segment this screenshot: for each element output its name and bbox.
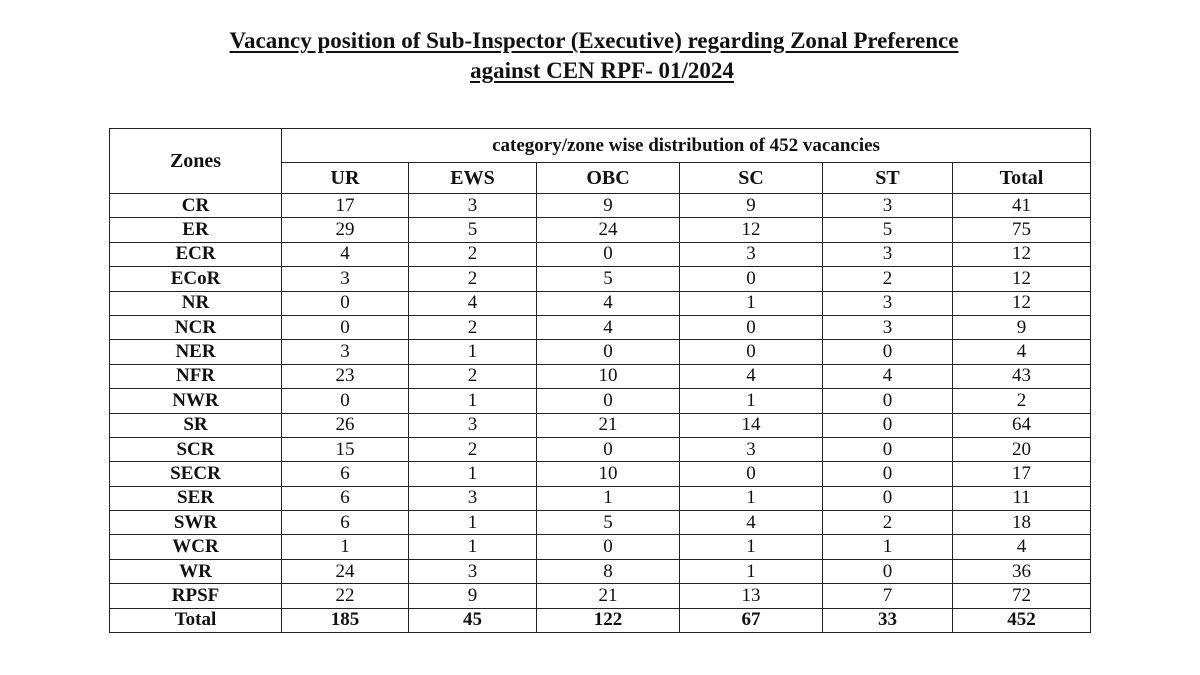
total-cell: 41 — [953, 194, 1091, 218]
ews-cell: 9 — [409, 584, 537, 608]
obc-cell: 0 — [537, 535, 680, 559]
ur-cell: 29 — [282, 218, 409, 242]
zone-cell: SCR — [110, 437, 282, 461]
obc-cell: 10 — [537, 364, 680, 388]
distribution-header: category/zone wise distribution of 452 vacancies — [282, 129, 1091, 163]
table-row — [110, 437, 1091, 461]
total-cell: 452 — [953, 608, 1091, 632]
total-cell: 12 — [953, 267, 1091, 291]
table-row — [110, 267, 1091, 291]
ews-cell: 45 — [409, 608, 537, 632]
zones-header: Zones — [110, 129, 282, 194]
table-body — [110, 194, 1091, 633]
table-row — [110, 291, 1091, 315]
sc-cell: 1 — [680, 389, 823, 413]
st-cell: 0 — [823, 486, 953, 510]
sc-cell: 1 — [680, 559, 823, 583]
sc-cell: 0 — [680, 340, 823, 364]
table-row — [110, 218, 1091, 242]
zone-cell: NFR — [110, 364, 282, 388]
table-row — [110, 389, 1091, 413]
zone-cell: ER — [110, 218, 282, 242]
sc-cell: 3 — [680, 242, 823, 266]
zone-cell: SER — [110, 486, 282, 510]
ews-cell: 4 — [409, 291, 537, 315]
total-cell: 2 — [953, 389, 1091, 413]
ews-cell: 2 — [409, 242, 537, 266]
zone-cell: WR — [110, 559, 282, 583]
st-cell: 33 — [823, 608, 953, 632]
total-cell: 64 — [953, 413, 1091, 437]
obc-cell: 0 — [537, 340, 680, 364]
column-header-total: Total — [953, 163, 1091, 194]
st-cell: 4 — [823, 364, 953, 388]
ews-cell: 3 — [409, 413, 537, 437]
total-cell: 20 — [953, 437, 1091, 461]
table-row — [110, 511, 1091, 535]
zone-cell: CR — [110, 194, 282, 218]
obc-cell: 5 — [537, 511, 680, 535]
sc-cell: 4 — [680, 364, 823, 388]
ur-cell: 17 — [282, 194, 409, 218]
total-cell: 12 — [953, 242, 1091, 266]
st-cell: 3 — [823, 194, 953, 218]
zone-cell: NER — [110, 340, 282, 364]
total-cell: 9 — [953, 315, 1091, 339]
obc-cell: 24 — [537, 218, 680, 242]
sc-cell: 0 — [680, 315, 823, 339]
table-row — [110, 486, 1091, 510]
st-cell: 0 — [823, 559, 953, 583]
total-cell: 17 — [953, 462, 1091, 486]
zone-cell: SR — [110, 413, 282, 437]
st-cell: 3 — [823, 315, 953, 339]
obc-cell: 4 — [537, 315, 680, 339]
obc-cell: 8 — [537, 559, 680, 583]
table-row — [110, 584, 1091, 608]
obc-cell: 1 — [537, 486, 680, 510]
ur-cell: 0 — [282, 389, 409, 413]
table-row — [110, 559, 1091, 583]
ews-cell: 1 — [409, 535, 537, 559]
ur-cell: 6 — [282, 511, 409, 535]
ur-cell: 185 — [282, 608, 409, 632]
title-line-1: Vacancy position of Sub-Inspector (Executive) regarding Zonal Preference — [229, 28, 959, 53]
total-cell: 43 — [953, 364, 1091, 388]
ur-cell: 26 — [282, 413, 409, 437]
zone-cell: ECR — [110, 242, 282, 266]
obc-cell: 9 — [537, 194, 680, 218]
obc-cell: 5 — [537, 267, 680, 291]
total-cell: 11 — [953, 486, 1091, 510]
total-cell: 72 — [953, 584, 1091, 608]
sc-cell: 67 — [680, 608, 823, 632]
zone-cell: WCR — [110, 535, 282, 559]
column-header-sc: SC — [680, 163, 823, 194]
ur-cell: 1 — [282, 535, 409, 559]
st-cell: 0 — [823, 413, 953, 437]
table-row — [110, 535, 1091, 559]
ews-cell: 2 — [409, 437, 537, 461]
st-cell: 2 — [823, 267, 953, 291]
ur-cell: 15 — [282, 437, 409, 461]
zone-cell: RPSF — [110, 584, 282, 608]
sc-cell: 14 — [680, 413, 823, 437]
sc-cell: 4 — [680, 511, 823, 535]
column-header-ews: EWS — [409, 163, 537, 194]
ews-cell: 1 — [409, 462, 537, 486]
obc-cell: 21 — [537, 413, 680, 437]
ur-cell: 0 — [282, 315, 409, 339]
st-cell: 1 — [823, 535, 953, 559]
ews-cell: 3 — [409, 486, 537, 510]
ur-cell: 3 — [282, 267, 409, 291]
total-cell: 18 — [953, 511, 1091, 535]
column-header-st: ST — [823, 163, 953, 194]
sc-cell: 0 — [680, 462, 823, 486]
sc-cell: 1 — [680, 535, 823, 559]
column-header-ur: UR — [282, 163, 409, 194]
title-line-2: against CEN RPF- 01/2024 — [470, 58, 734, 83]
ews-cell: 3 — [409, 559, 537, 583]
obc-cell: 4 — [537, 291, 680, 315]
total-row — [110, 608, 1091, 632]
ews-cell: 2 — [409, 315, 537, 339]
column-header-obc: OBC — [537, 163, 680, 194]
st-cell: 3 — [823, 242, 953, 266]
ur-cell: 22 — [282, 584, 409, 608]
total-cell: 4 — [953, 535, 1091, 559]
obc-cell: 0 — [537, 437, 680, 461]
zone-cell: NR — [110, 291, 282, 315]
ews-cell: 5 — [409, 218, 537, 242]
ur-cell: 24 — [282, 559, 409, 583]
sc-cell: 3 — [680, 437, 823, 461]
total-cell: 36 — [953, 559, 1091, 583]
st-cell: 0 — [823, 462, 953, 486]
table-row — [110, 364, 1091, 388]
total-cell: 12 — [953, 291, 1091, 315]
zone-cell: NCR — [110, 315, 282, 339]
obc-cell: 0 — [537, 242, 680, 266]
sc-cell: 13 — [680, 584, 823, 608]
zone-cell: SWR — [110, 511, 282, 535]
table-row — [110, 315, 1091, 339]
vacancy-table — [109, 128, 1091, 633]
obc-cell: 122 — [537, 608, 680, 632]
ur-cell: 0 — [282, 291, 409, 315]
st-cell: 0 — [823, 340, 953, 364]
ur-cell: 4 — [282, 242, 409, 266]
sc-cell: 12 — [680, 218, 823, 242]
table-row — [110, 413, 1091, 437]
obc-cell: 0 — [537, 389, 680, 413]
sc-cell: 0 — [680, 267, 823, 291]
ews-cell: 1 — [409, 511, 537, 535]
zone-cell: SECR — [110, 462, 282, 486]
ur-cell: 6 — [282, 462, 409, 486]
st-cell: 5 — [823, 218, 953, 242]
ews-cell: 1 — [409, 340, 537, 364]
zone-cell: NWR — [110, 389, 282, 413]
sc-cell: 1 — [680, 291, 823, 315]
zone-cell: ECoR — [110, 267, 282, 291]
table-row — [110, 462, 1091, 486]
ews-cell: 2 — [409, 364, 537, 388]
table-row — [110, 194, 1091, 218]
st-cell: 2 — [823, 511, 953, 535]
obc-cell: 21 — [537, 584, 680, 608]
document-title — [0, 26, 1200, 86]
ur-cell: 3 — [282, 340, 409, 364]
st-cell: 7 — [823, 584, 953, 608]
st-cell: 0 — [823, 437, 953, 461]
ews-cell: 2 — [409, 267, 537, 291]
st-cell: 3 — [823, 291, 953, 315]
ews-cell: 3 — [409, 194, 537, 218]
ur-cell: 6 — [282, 486, 409, 510]
total-cell: 75 — [953, 218, 1091, 242]
zone-cell: Total — [110, 608, 282, 632]
sc-cell: 9 — [680, 194, 823, 218]
table-row — [110, 242, 1091, 266]
sc-cell: 1 — [680, 486, 823, 510]
obc-cell: 10 — [537, 462, 680, 486]
ews-cell: 1 — [409, 389, 537, 413]
table-row — [110, 340, 1091, 364]
total-cell: 4 — [953, 340, 1091, 364]
ur-cell: 23 — [282, 364, 409, 388]
st-cell: 0 — [823, 389, 953, 413]
